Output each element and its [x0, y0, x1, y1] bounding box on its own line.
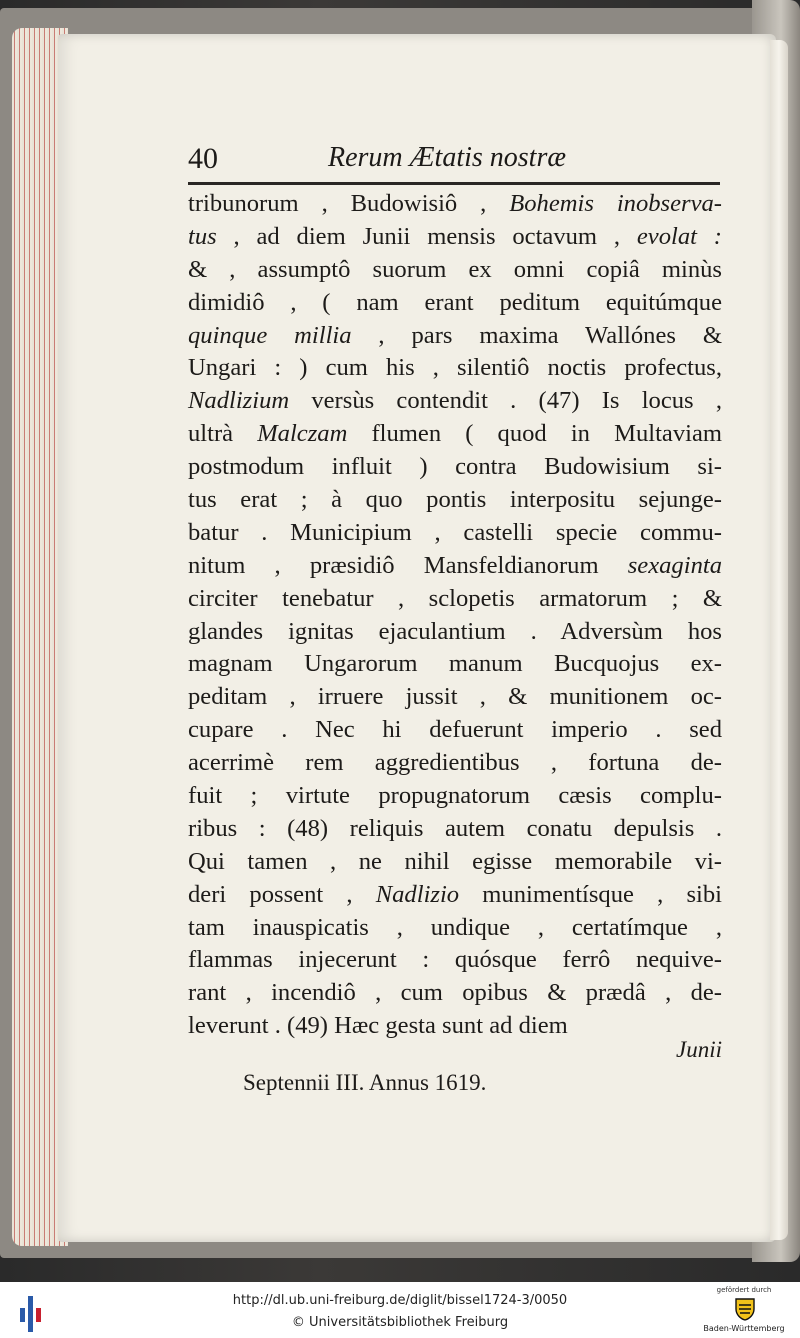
text-segment: leverunt . (49) Hæc gesta sunt ad diem: [188, 1012, 568, 1040]
text-line: [188, 484, 722, 517]
text-segment: postmodum influit ) contra Budowisium si-: [188, 453, 722, 481]
text-segment: dimidiô , ( nam erant peditum equitúmque: [188, 288, 722, 316]
text-segment: , ad diem Junii mensis octavum ,: [216, 222, 637, 250]
text-segment: magnam Ungarorum manum Bucquojus ex-: [188, 650, 722, 678]
text-line: [188, 221, 722, 254]
text-segment: tus erat ; à quo pontis interpositu sejunge-: [188, 486, 722, 514]
italic-text: tus: [188, 222, 217, 250]
italic-text: Nadlizio: [375, 880, 460, 908]
text-line: [188, 780, 722, 813]
text-line: [188, 188, 722, 221]
text-line: [188, 813, 722, 846]
text-line: [188, 320, 722, 353]
body-text: [188, 188, 722, 1043]
text-line: [188, 517, 722, 550]
italic-text: quinque millia: [188, 321, 352, 349]
signature-line: Septennii III. Annus 1619.: [243, 1070, 487, 1095]
running-head: [188, 142, 718, 186]
italic-text: Nadlizium: [188, 387, 290, 415]
text-segment: peditam , irruere jussit , & munitionem oc-: [188, 683, 722, 711]
text-segment: fuit ; virtute propugnatorum cæsis complu-: [188, 782, 722, 810]
text-segment: tam inauspicatis , undique , certatímque ,: [188, 913, 722, 941]
viewer-footer: [0, 1282, 800, 1338]
text-line: [188, 714, 722, 747]
italic-text: evolat :: [636, 222, 722, 250]
text-line: [188, 287, 722, 320]
text-line: [188, 944, 722, 977]
text-segment: batur . Municipium , castelli specie commu-: [188, 518, 722, 546]
text-segment: Qui tamen , ne nihil egisse memorabile vi-: [188, 847, 722, 875]
text-line: [188, 385, 722, 418]
text-segment: ribus : (48) reliquis autem conatu depulsis .: [188, 814, 722, 842]
text-line: [188, 681, 722, 714]
running-title: Rerum Ætatis nostræ: [328, 142, 567, 173]
text-line: [188, 912, 722, 945]
text-segment: Ungari : ) cum his , silentiô noctis profectus,: [188, 354, 722, 382]
text-line: [188, 846, 722, 879]
text-line: [188, 879, 722, 912]
text-line: [188, 550, 722, 583]
italic-text: Bohemis inobserva-: [509, 190, 722, 217]
text-line: [188, 747, 722, 780]
sponsor-name: Baden-Württemberg: [703, 1324, 785, 1333]
text-line: [188, 1010, 722, 1043]
text-segment: flumen ( quod in Multaviam: [347, 420, 722, 448]
text-segment: versùs contendit . (47) Is locus ,: [289, 387, 722, 415]
text-segment: cupare . Nec hi defuerunt imperio . sed: [188, 716, 722, 744]
text-segment: glandes ignitas ejaculantium . Adversùm hos: [188, 617, 722, 645]
page-number: 40: [188, 142, 218, 175]
catchword: Junii: [676, 1037, 722, 1062]
text-line: [188, 418, 722, 451]
italic-text: Malczam: [257, 420, 348, 448]
text-line: [188, 648, 722, 681]
text-line: [188, 352, 722, 385]
text-segment: & , assumptô suorum ex omni copiâ minùs: [188, 255, 722, 283]
italic-text: sexaginta: [627, 551, 722, 579]
facing-page-edge: [770, 40, 788, 1240]
sponsor-block: [694, 1284, 794, 1336]
text-segment: tribunorum , Budowisiô ,: [188, 190, 510, 217]
text-segment: nitum , præsidiô Mansfeldianorum: [188, 551, 628, 579]
text-segment: ultrà: [188, 420, 258, 448]
text-segment: munimentísque , sibi: [459, 880, 722, 908]
copyright-notice: © Universitätsbibliothek Freiburg: [291, 1315, 509, 1330]
text-segment: , pars maxima Wallónes &: [351, 321, 722, 349]
text-line: [188, 451, 722, 484]
permalink-url[interactable]: http://dl.ub.uni-freiburg.de/diglit/bissel1724-3/0050: [232, 1293, 568, 1308]
text-segment: deri possent ,: [188, 880, 376, 908]
text-segment: rant , incendiô , cum opibus & prædâ , de-: [188, 979, 722, 1007]
text-line: [188, 616, 722, 649]
text-line: [188, 977, 722, 1010]
sponsor-caption: gefördert durch: [716, 1286, 772, 1294]
text-segment: flammas injecerunt : quósque ferrô nequive-: [188, 946, 722, 974]
text-segment: acerrimè rem aggredientibus , fortuna de-: [188, 749, 722, 777]
head-rule: [188, 182, 720, 185]
text-segment: circiter tenebatur , sclopetis armatorum ; &: [188, 584, 722, 612]
text-line: [188, 254, 722, 287]
coat-of-arms-icon: [732, 1296, 758, 1322]
text-line: [188, 583, 722, 616]
